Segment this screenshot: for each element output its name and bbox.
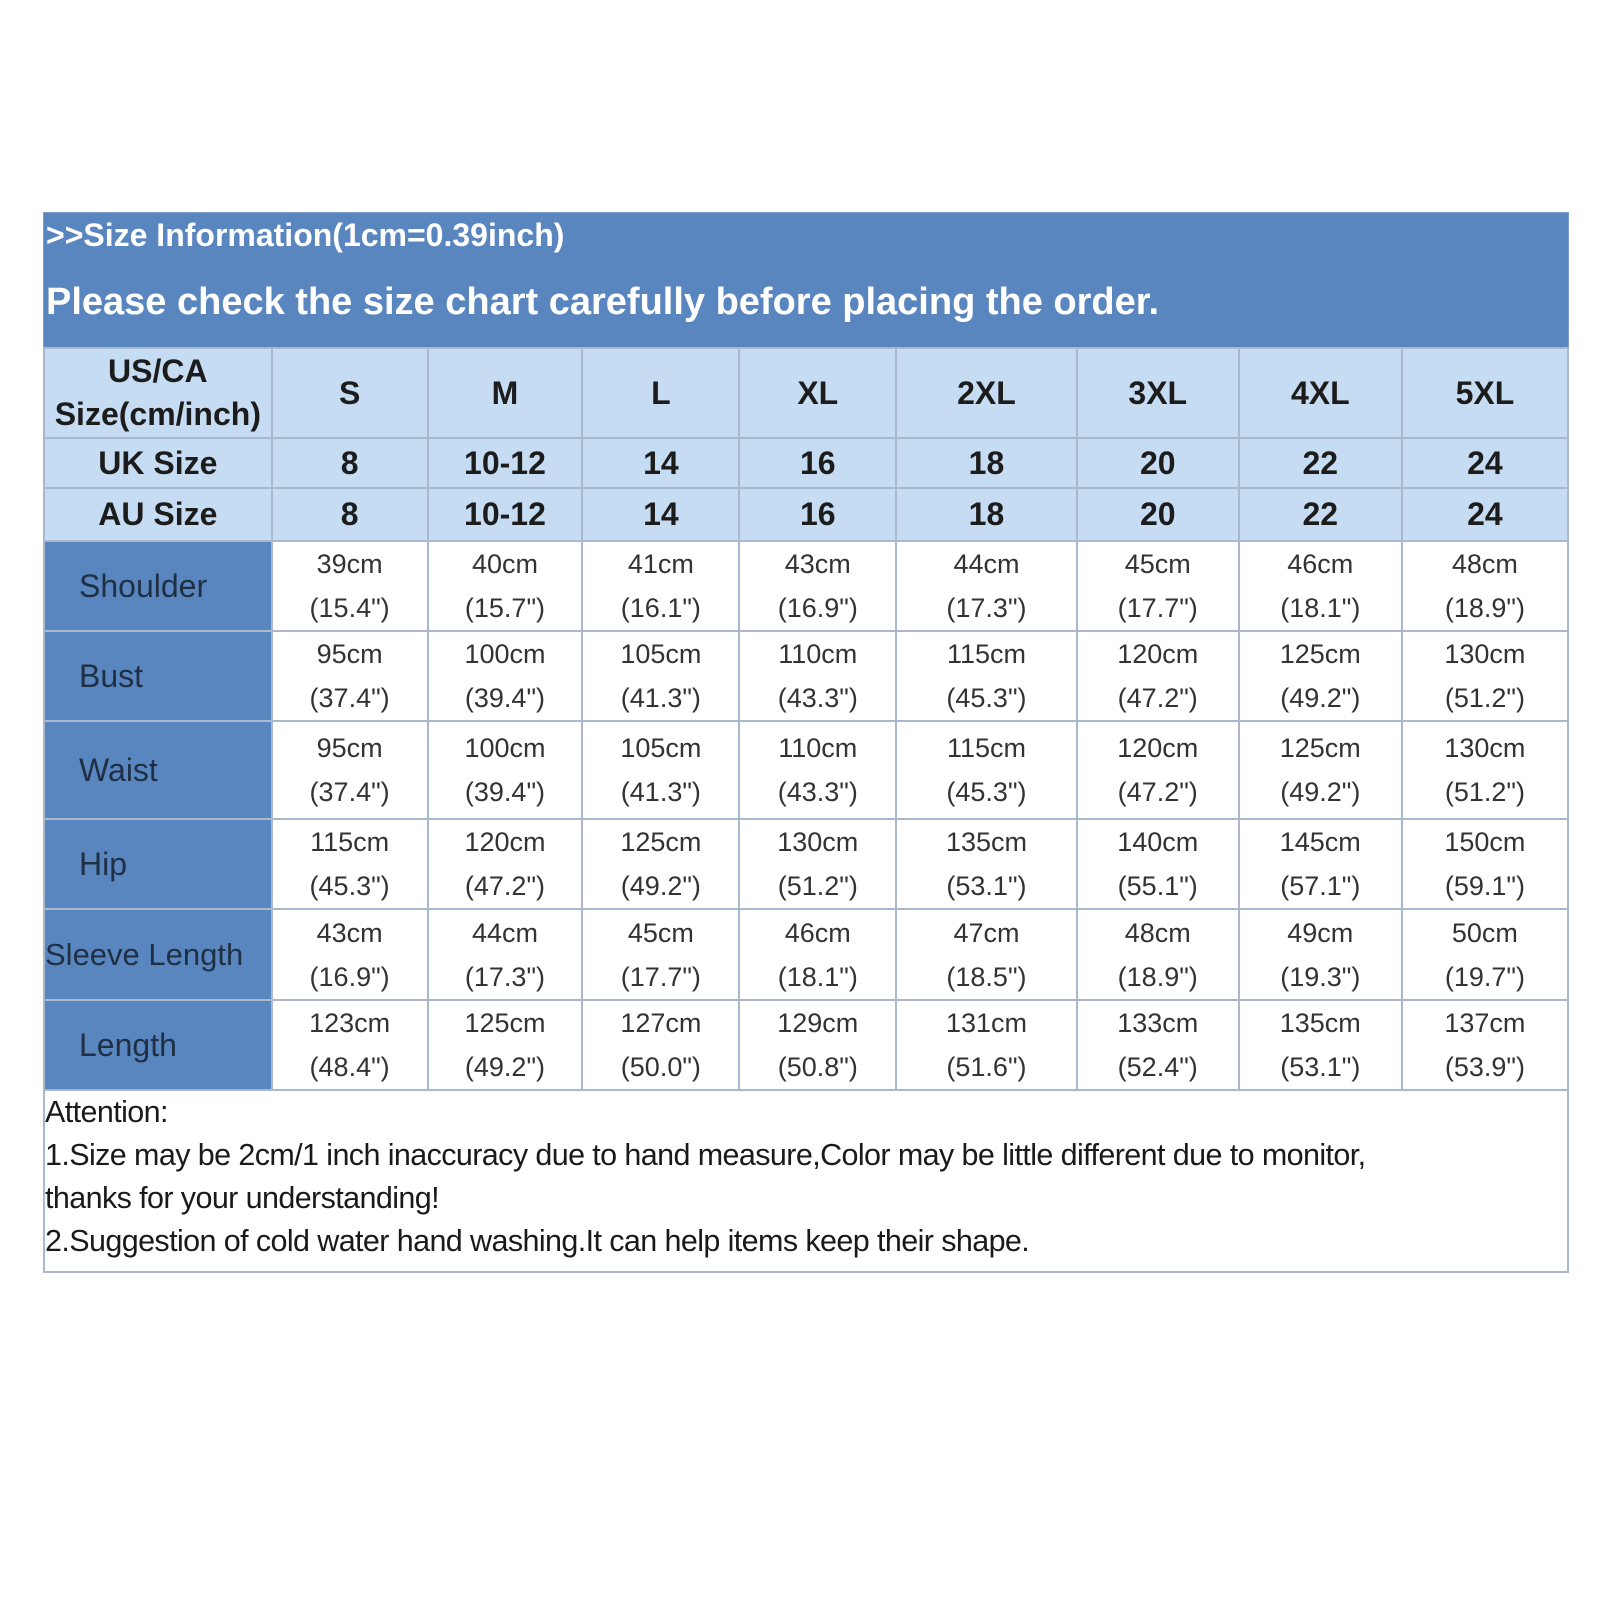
size-cell: 4XL	[1239, 348, 1402, 438]
measurement-inch: (47.2")	[464, 871, 546, 901]
measurement-value	[428, 819, 583, 909]
measurement-value	[1239, 631, 1402, 721]
size-cell: M	[428, 348, 583, 438]
measurement-inch: (53.1")	[946, 871, 1027, 901]
attention-heading: Attention:	[45, 1095, 168, 1129]
measurement-value	[739, 909, 896, 1000]
measurement-label: Hip	[44, 819, 272, 909]
size-check-notice: Please check the size chart carefully before placing the order.	[46, 281, 1160, 323]
measurement-inch: (41.3")	[620, 683, 701, 713]
measurement-value	[1077, 631, 1239, 721]
measurement-value	[582, 1000, 739, 1090]
size-cell: 20	[1077, 488, 1239, 541]
measurement-value	[272, 819, 428, 909]
measurement-row	[44, 819, 1568, 909]
measurement-inch: (53.9")	[1444, 1052, 1525, 1082]
measurement-cm: 39cm	[316, 549, 383, 579]
measurement-cm: 105cm	[620, 639, 702, 669]
measurement-inch: (18.5")	[946, 961, 1027, 992]
measurement-value	[582, 541, 739, 631]
size-cell: 14	[582, 488, 739, 541]
measurement-inch: (19.7")	[1444, 961, 1525, 992]
measurement-value	[1402, 1000, 1568, 1090]
measurement-cm: 95cm	[316, 639, 383, 669]
measurement-row	[44, 541, 1568, 631]
size-header-row	[44, 438, 1568, 488]
attention-note-1: 1.Size may be 2cm/1 inch inaccuracy due to hand measure,Color may be little different due to monitor,	[45, 1138, 1366, 1172]
size-cell: 8	[272, 438, 428, 488]
measurement-cm: 45cm	[627, 917, 694, 948]
measurement-inch: (39.4")	[464, 777, 546, 807]
measurement-inch: (45.3")	[946, 777, 1027, 807]
measurement-inch: (50.8")	[777, 1052, 858, 1082]
measurement-inch: (16.1")	[620, 593, 701, 623]
measurement-cm: 48cm	[1124, 917, 1191, 948]
measurement-inch: (43.3")	[777, 683, 858, 713]
attention-notes	[43, 1091, 1569, 1273]
measurement-value	[1239, 721, 1402, 819]
measurement-value	[582, 909, 739, 1000]
measurement-cm: 100cm	[464, 639, 546, 669]
size-cell: 18	[896, 488, 1077, 541]
measurement-value	[582, 721, 739, 819]
measurement-inch: (15.4")	[309, 593, 390, 623]
size-chart	[43, 212, 1569, 1273]
measurement-inch: (37.4")	[309, 683, 390, 713]
measurement-inch: (17.7")	[620, 961, 701, 992]
measurement-cm: 115cm	[946, 639, 1026, 669]
measurement-label: Length	[44, 1000, 272, 1090]
measurement-inch: (17.7")	[1117, 593, 1198, 623]
size-row-label-line: UK Size	[98, 444, 218, 481]
measurement-value	[582, 819, 739, 909]
measurement-value	[1239, 1000, 1402, 1090]
measurement-cm: 133cm	[1117, 1008, 1199, 1038]
measurement-inch: (59.1")	[1444, 871, 1525, 901]
measurement-value	[896, 631, 1077, 721]
measurement-value	[272, 909, 428, 1000]
measurement-label: Bust	[44, 631, 272, 721]
size-cell: XL	[739, 348, 896, 438]
measurement-inch: (39.4")	[464, 683, 546, 713]
size-cell: 10-12	[428, 488, 583, 541]
measurement-inch: (37.4")	[309, 777, 390, 807]
measurement-cm: 115cm	[946, 733, 1026, 763]
measurement-cm: 130cm	[1444, 733, 1526, 763]
measurement-inch: (49.2")	[464, 1052, 546, 1082]
measurement-value	[1077, 541, 1239, 631]
measurement-label: Shoulder	[44, 541, 272, 631]
size-cell: S	[272, 348, 428, 438]
measurement-value	[896, 1000, 1077, 1090]
attention-note-1-cont: thanks for your understanding!	[45, 1181, 440, 1215]
measurement-value	[272, 631, 428, 721]
size-header-row	[44, 348, 1568, 438]
measurement-cm: 129cm	[777, 1008, 859, 1038]
measurement-inch: (53.1")	[1280, 1052, 1361, 1082]
measurement-value	[272, 541, 428, 631]
measurement-cm: 46cm	[784, 917, 851, 948]
measurement-cm: 115cm	[310, 827, 390, 857]
measurement-cm: 47cm	[953, 917, 1020, 948]
measurement-value	[739, 721, 896, 819]
measurement-cm: 48cm	[1451, 549, 1518, 579]
measurement-inch: (18.1")	[1280, 593, 1361, 623]
measurement-cm: 120cm	[464, 827, 546, 857]
measurement-inch: (48.4")	[309, 1052, 390, 1082]
size-row-label-line: US/CA	[108, 353, 208, 389]
size-row-label	[44, 488, 272, 541]
measurement-value	[1402, 541, 1568, 631]
measurement-value	[428, 1000, 583, 1090]
measurement-cm: 135cm	[945, 827, 1027, 857]
measurement-value	[896, 909, 1077, 1000]
size-cell: 16	[739, 488, 896, 541]
measurement-cm: 105cm	[620, 733, 702, 763]
measurement-cm: 125cm	[1279, 733, 1361, 763]
measurement-cm: 130cm	[777, 827, 859, 857]
size-row-label-line: AU Size	[98, 496, 218, 532]
measurement-value	[739, 541, 896, 631]
measurement-row	[44, 721, 1568, 819]
measurement-inch: (49.2")	[620, 871, 701, 901]
measurement-inch: (51.2")	[1444, 683, 1525, 713]
size-table	[43, 347, 1569, 1091]
size-info-heading: >>Size Information(1cm=0.39inch)	[46, 217, 565, 253]
measurement-cm: 137cm	[1444, 1008, 1526, 1038]
measurement-cm: 41cm	[627, 549, 694, 579]
measurement-inch: (18.9")	[1117, 961, 1198, 992]
measurement-inch: (49.2")	[1280, 777, 1361, 807]
size-cell: 24	[1402, 488, 1568, 541]
measurement-row	[44, 909, 1568, 1000]
measurement-value	[739, 1000, 896, 1090]
measurement-cm: 43cm	[316, 917, 383, 948]
measurement-cm: 120cm	[1117, 733, 1199, 763]
measurement-inch: (15.7")	[464, 593, 546, 623]
measurement-value	[428, 909, 583, 1000]
size-cell: 5XL	[1402, 348, 1568, 438]
measurement-cm: 45cm	[1124, 549, 1191, 579]
measurement-cm: 125cm	[1279, 639, 1361, 669]
measurement-inch: (49.2")	[1280, 683, 1361, 713]
measurement-cm: 100cm	[464, 733, 546, 763]
measurement-inch: (45.3")	[309, 871, 390, 901]
measurement-cm: 43cm	[784, 549, 851, 579]
size-cell: 18	[896, 438, 1077, 488]
measurement-inch: (51.2")	[777, 871, 858, 901]
size-cell: 3XL	[1077, 348, 1239, 438]
measurement-cm: 120cm	[1117, 639, 1199, 669]
measurement-value	[1239, 819, 1402, 909]
measurement-value	[1402, 819, 1568, 909]
measurement-cm: 40cm	[471, 549, 538, 579]
measurement-cm: 110cm	[778, 733, 858, 763]
measurement-row	[44, 631, 1568, 721]
measurement-value	[739, 631, 896, 721]
measurement-inch: (47.2")	[1117, 777, 1198, 807]
measurement-cm: 135cm	[1279, 1008, 1361, 1038]
measurement-inch: (55.1")	[1117, 871, 1198, 901]
measurement-cm: 44cm	[471, 917, 538, 948]
measurement-cm: 46cm	[1287, 549, 1354, 579]
measurement-value	[1402, 909, 1568, 1000]
size-cell: 8	[272, 488, 428, 541]
size-cell: 22	[1239, 438, 1402, 488]
size-cell: L	[582, 348, 739, 438]
size-cell: 22	[1239, 488, 1402, 541]
size-chart-banner	[43, 212, 1569, 347]
measurement-inch: (18.9")	[1444, 593, 1525, 623]
measurement-inch: (17.3")	[946, 593, 1027, 623]
measurement-value	[428, 631, 583, 721]
measurement-value	[1077, 819, 1239, 909]
measurement-value	[896, 541, 1077, 631]
measurement-inch: (57.1")	[1280, 871, 1361, 901]
measurement-inch: (51.6")	[946, 1052, 1027, 1082]
measurement-inch: (19.3")	[1280, 961, 1361, 992]
measurement-cm: 130cm	[1444, 639, 1526, 669]
measurement-value	[1077, 721, 1239, 819]
measurement-cm: 50cm	[1451, 917, 1518, 948]
measurement-cm: 140cm	[1117, 827, 1199, 857]
measurement-cm: 150cm	[1444, 827, 1526, 857]
measurement-inch: (16.9")	[777, 593, 858, 623]
measurement-value	[1077, 1000, 1239, 1090]
measurement-inch: (50.0")	[620, 1052, 701, 1082]
measurement-cm: 145cm	[1279, 827, 1361, 857]
measurement-value	[1239, 909, 1402, 1000]
measurement-label: Sleeve Length	[44, 909, 272, 1000]
measurement-label: Waist	[44, 721, 272, 819]
measurement-inch: (47.2")	[1117, 683, 1198, 713]
measurement-cm: 127cm	[620, 1008, 702, 1038]
measurement-value	[1077, 909, 1239, 1000]
size-header-row	[44, 488, 1568, 541]
measurement-inch: (43.3")	[777, 777, 858, 807]
measurement-value	[582, 631, 739, 721]
measurement-inch: (17.3")	[464, 961, 546, 992]
measurement-cm: 95cm	[316, 733, 383, 763]
attention-note-2: 2.Suggestion of cold water hand washing.It can help items keep their shape.	[45, 1224, 1030, 1258]
measurement-cm: 44cm	[953, 549, 1020, 579]
size-cell: 16	[739, 438, 896, 488]
measurement-value	[1239, 541, 1402, 631]
measurement-value	[739, 819, 896, 909]
measurement-cm: 131cm	[945, 1008, 1027, 1038]
size-cell: 2XL	[896, 348, 1077, 438]
size-cell: 14	[582, 438, 739, 488]
measurement-value	[428, 541, 583, 631]
measurement-value	[896, 721, 1077, 819]
measurement-cm: 110cm	[778, 639, 858, 669]
measurement-cm: 125cm	[464, 1008, 546, 1038]
measurement-value	[272, 1000, 428, 1090]
measurement-value	[272, 721, 428, 819]
measurement-value	[896, 819, 1077, 909]
size-cell: 10-12	[428, 438, 583, 488]
size-cell: 24	[1402, 438, 1568, 488]
measurement-cm: 123cm	[309, 1008, 391, 1038]
size-cell: 20	[1077, 438, 1239, 488]
measurement-value	[1402, 631, 1568, 721]
measurement-row	[44, 1000, 1568, 1090]
measurement-value	[1402, 721, 1568, 819]
measurement-cm: 49cm	[1287, 917, 1354, 948]
size-row-label	[44, 438, 272, 488]
measurement-value	[428, 721, 583, 819]
measurement-inch: (51.2")	[1444, 777, 1525, 807]
measurement-inch: (16.9")	[309, 961, 390, 992]
measurement-inch: (45.3")	[946, 683, 1027, 713]
size-row-label-line: Size(cm/inch)	[54, 396, 261, 432]
measurement-cm: 125cm	[620, 827, 702, 857]
measurement-inch: (41.3")	[620, 777, 701, 807]
size-row-label	[44, 348, 272, 438]
measurement-inch: (18.1")	[777, 961, 858, 992]
measurement-inch: (52.4")	[1117, 1052, 1198, 1082]
